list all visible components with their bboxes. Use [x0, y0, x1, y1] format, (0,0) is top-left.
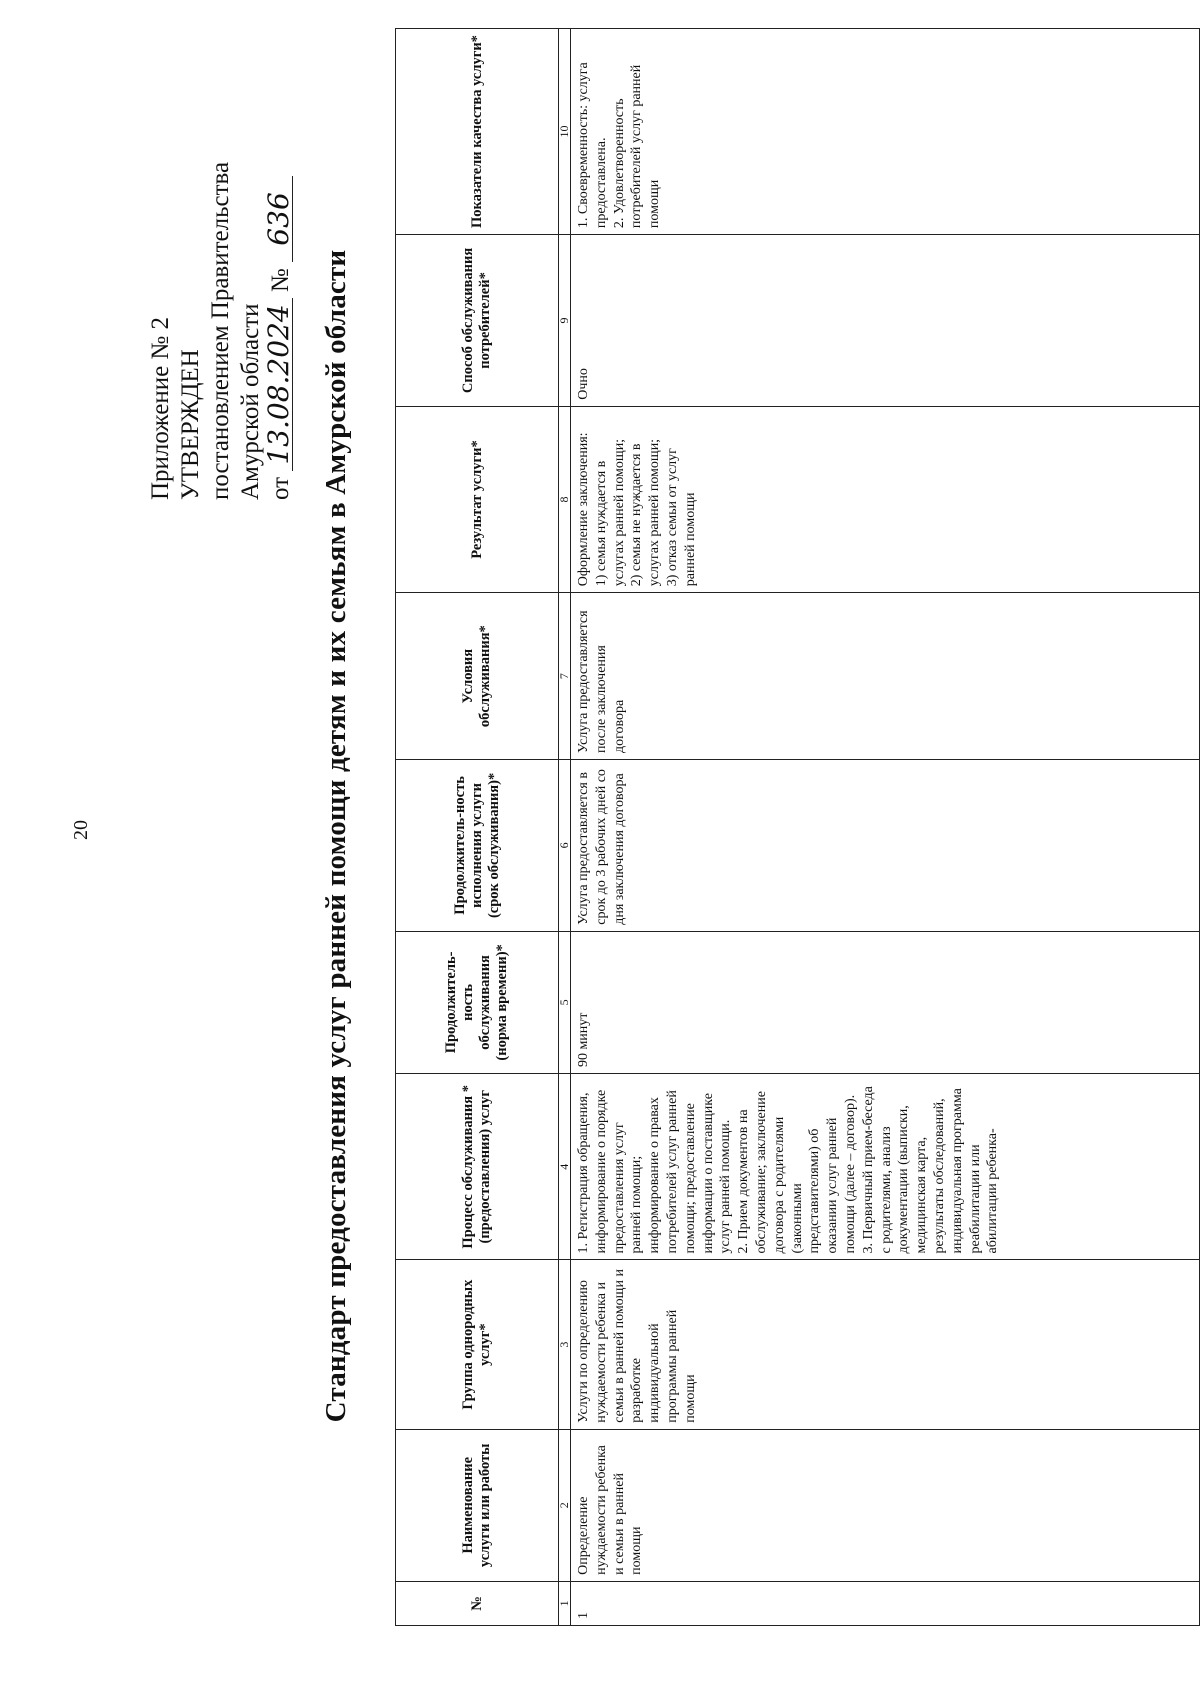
header-conditions: Условия обслуживания* — [396, 593, 559, 760]
page-number: 20 — [70, 820, 92, 840]
process-step: 2. Прием документов на обслуживание; заключение договора с родителями (законными представителями) об оказании услуг ранней помощи (далее – договор). — [736, 1091, 858, 1254]
column-number: 6 — [559, 760, 571, 932]
result-item: 3) отказ семьи от услуг ранней помощи — [664, 448, 698, 587]
service-group: Услуги по определению нуждаемости ребенка и семьи в ранней помощи и разработке индивидуальной программы ранней помощи — [571, 1260, 1200, 1429]
service-quality — [571, 29, 1200, 235]
duration-term: Услуга предоставляется в срок до 3 рабочих дней со дня заключения договора — [571, 760, 1200, 932]
column-number: 2 — [559, 1429, 571, 1581]
handwritten-number: 636 — [266, 176, 293, 262]
column-number: 9 — [559, 235, 571, 407]
header-method: Способ обслуживания потребителей* — [396, 235, 559, 407]
service-name: Определение нуждаемости ребенка и семьи в ранней помощи — [571, 1429, 1200, 1581]
date-prefix: от — [267, 476, 294, 500]
approval-stamp-block — [146, 30, 296, 500]
appendix-label: Приложение № 2 — [147, 316, 174, 500]
service-method: Очно — [571, 235, 1200, 407]
quality-item: 2. Удовлетворенность потребителей услуг ранней помощи — [611, 64, 663, 229]
result-item: 2) семья не нуждается в услугах ранней помощи; — [629, 438, 663, 587]
approved-label: УТВЕРЖДЕН — [177, 349, 204, 500]
result-item: 1) семья нуждается в услугах ранней помощи; — [593, 438, 627, 587]
process-step: 3. Первичный прием-беседа с родителями, анализ документации (выписки, медицинская карта, результаты обследований, индивидуальная программа реабилитации или абилитации ребенка- — [860, 1086, 1001, 1254]
number-prefix: № — [267, 268, 294, 293]
table-row — [571, 29, 1200, 1626]
column-number: 1 — [559, 1581, 571, 1625]
column-number: 3 — [559, 1260, 571, 1429]
document-title: Стандарт предоставления услуг ранней помощи детям и их семьям в Амурской области — [320, 249, 352, 1423]
column-number: 4 — [559, 1074, 571, 1260]
quality-item: 1. Своевременность: услуга предоставлена. — [576, 62, 609, 229]
handwritten-date: 13.08.2024 — [266, 298, 293, 470]
header-result: Результат услуги* — [396, 406, 559, 592]
result-item: Оформление заключения: — [576, 432, 591, 587]
standard-table — [395, 28, 1200, 1626]
date-number-line — [262, 30, 296, 500]
process-step: 1. Регистрация обращения, информирование о порядке предоставления услуг ранней помощи; информирование о правах потребителей услуг ранней помощи; предоставление информации о поставщике услуг ранней помощи. — [576, 1089, 734, 1254]
duration-norm: 90 минут — [571, 931, 1200, 1073]
column-number-row — [559, 29, 571, 1626]
region-label: Амурской области — [237, 303, 264, 500]
header-duration-norm: Продолжитель-ность обслуживания (норма времени)* — [396, 931, 559, 1073]
header-number: № — [396, 1581, 559, 1625]
header-duration-term: Продолжитель-ность исполнения услуги (срок обслуживания)* — [396, 760, 559, 932]
column-number: 10 — [559, 29, 571, 235]
service-result — [571, 406, 1200, 592]
service-process — [571, 1074, 1200, 1260]
column-number: 8 — [559, 406, 571, 592]
table-header-row — [396, 29, 559, 1626]
column-number: 7 — [559, 593, 571, 760]
row-number: 1 — [571, 1581, 1200, 1625]
header-quality: Показатели качества услуги* — [396, 29, 559, 235]
header-service-name: Наименование услуги или работы — [396, 1429, 559, 1581]
service-conditions: Услуга предоставляется после заключения договора — [571, 593, 1200, 760]
resolution-label: постановлением Правительства — [207, 161, 234, 500]
column-number: 5 — [559, 931, 571, 1073]
header-process: Процесс обслуживания * (предоставления) услуг — [396, 1074, 559, 1260]
header-service-group: Группа однородных услуг* — [396, 1260, 559, 1429]
